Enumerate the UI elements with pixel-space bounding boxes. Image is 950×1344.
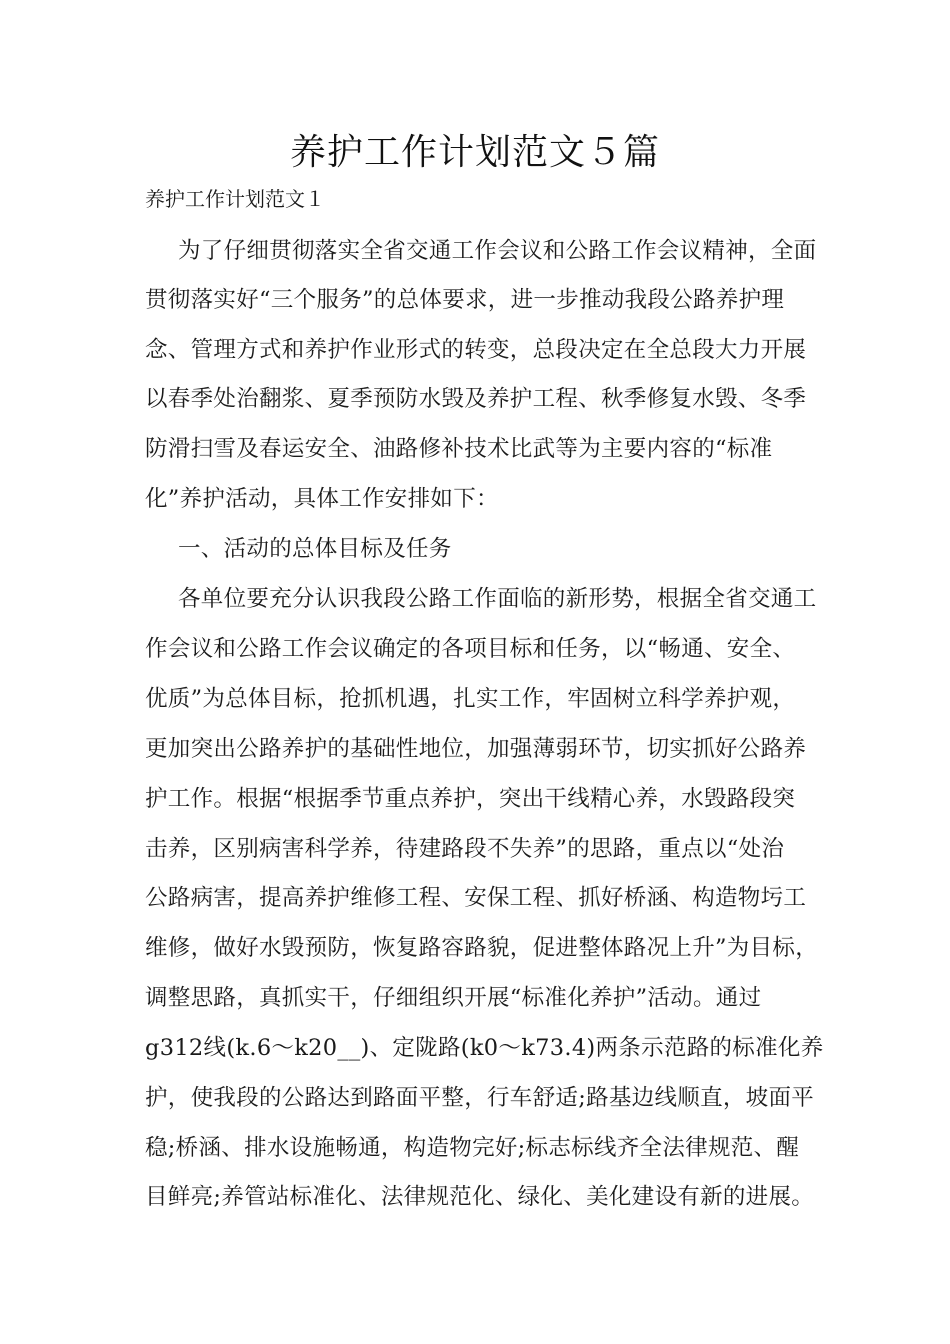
text-line-20: 目鲜亮;养管站标准化、法律规范化、绿化、美化建设有新的进展。 — [145, 1184, 815, 1210]
text-line-13: 击养，区别病害科学养，待建路段不失养”的思路，重点以“处治 — [145, 836, 785, 862]
text-line-9: 作会议和公路工作会议确定的各项目标和任务，以“畅通、安全、 — [145, 636, 796, 662]
text-line-19: 稳;桥涵、排水设施畅通，构造物完好;标志标线齐全法律规范、醒 — [145, 1135, 800, 1161]
text-line-2: 贯彻落实好“三个服务”的总体要求，进一步推动我段公路养护理 — [145, 287, 785, 313]
text-line-17: g312线(k.6～k20__)、定陇路(k0～k73.4)两条示范路的标准化养 — [145, 1035, 824, 1061]
text-line-6: 化”养护活动，具体工作安排如下： — [145, 486, 499, 512]
text-line-14: 公路病害，提高养护维修工程、安保工程、抓好桥涵、构造物圬工 — [145, 885, 807, 911]
section-subtitle: 养护工作计划范文１ — [145, 187, 325, 211]
text-line-5: 防滑扫雪及春运安全、油路修补技术比武等为主要内容的“标准 — [145, 436, 773, 462]
text-line-8: 各单位要充分认识我段公路工作面临的新形势，根据全省交通工 — [178, 586, 817, 612]
text-line-12: 护工作。根据“根据季节重点养护，突出干线精心养，水毁路段突 — [145, 786, 796, 812]
section-heading: 一、活动的总体目标及任务 — [178, 536, 452, 562]
text-line-1: 为了仔细贯彻落实全省交通工作会议和公路工作会议精神，全面 — [178, 238, 817, 264]
text-line-10: 优质”为总体目标，抢抓机遇，扎实工作，牢固树立科学养护观， — [145, 686, 796, 712]
document-title: 养护工作计划范文５篇 — [289, 132, 660, 173]
text-line-18: 护，使我段的公路达到路面平整，行车舒适;路基边线顺直，坡面平 — [145, 1085, 815, 1111]
text-line-16: 调整思路，真抓实干，仔细组织开展“标准化养护”活动。通过 — [145, 985, 762, 1011]
text-line-4: 以春季处治翻浆、夏季预防水毁及养护工程、秋季修复水毁、冬季 — [145, 386, 807, 412]
text-line-3: 念、管理方式和养护作业形式的转变，总段决定在全总段大力开展 — [145, 337, 807, 363]
text-line-11: 更加突出公路养护的基础性地位，加强薄弱环节，切实抓好公路养 — [145, 736, 807, 762]
text-line-15: 维修，做好水毁预防，恢复路容路貌，促进整体路况上升”为目标， — [145, 935, 819, 961]
